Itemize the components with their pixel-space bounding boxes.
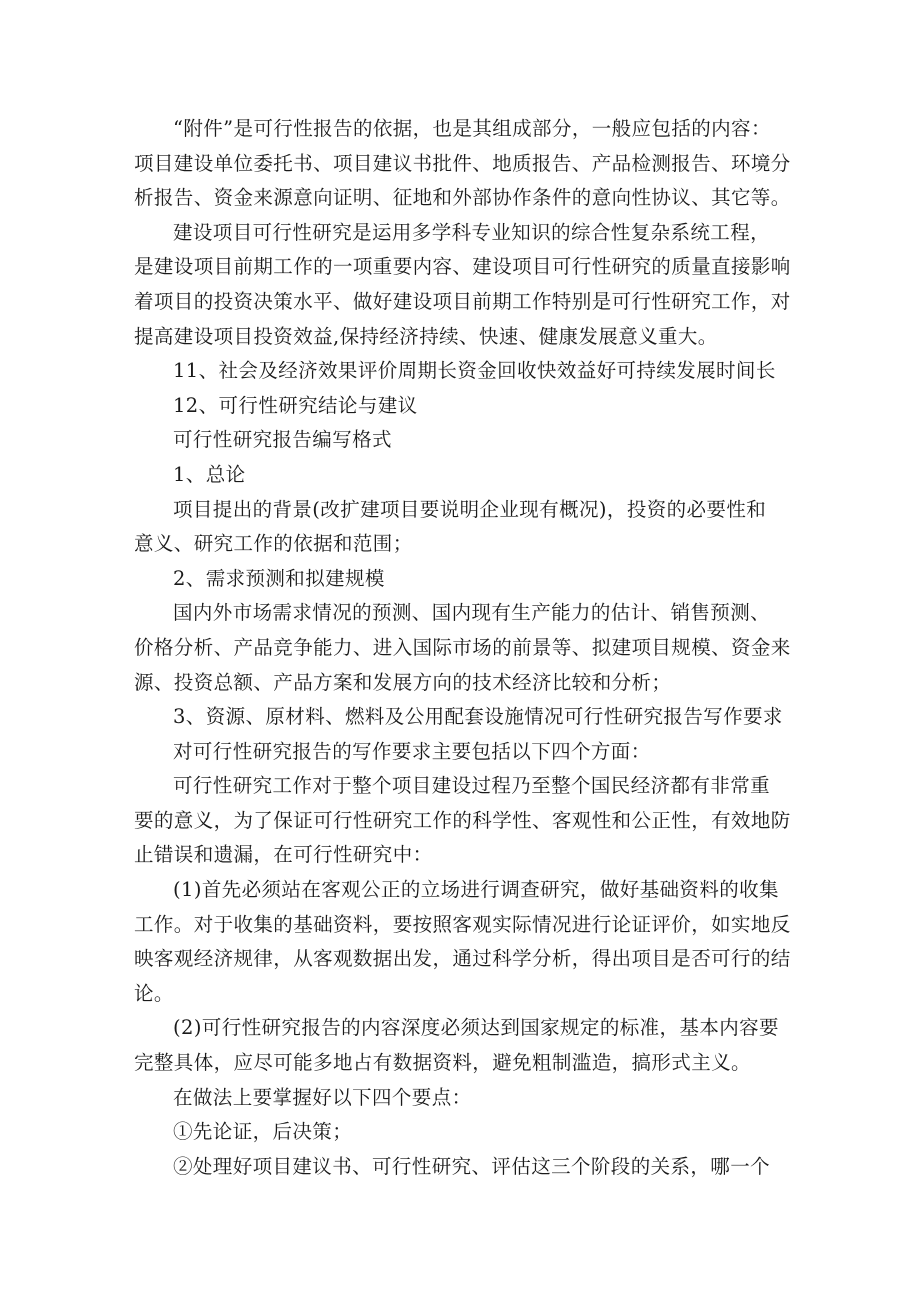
text-line: 1、总论 <box>173 462 246 486</box>
text-line: 析报告、资金来源意向证明、征地和外部协作条件的意向性协议、其它等。 <box>134 186 791 210</box>
paragraph-significance <box>134 216 794 354</box>
paragraph-requirements-intro <box>134 735 794 770</box>
text-line: ①先论证，后决策； <box>173 1120 353 1144</box>
paragraph-point-1 <box>134 873 794 1011</box>
paragraph-item-1-body <box>134 493 794 562</box>
text-line: 意义、研究工作的依据和范围； <box>134 532 413 556</box>
text-line: 着项目的投资决策水平、做好建设项目前期工作特别是可行性研究工作，对 <box>134 289 791 313</box>
text-line: 源、投资总额、产品方案和发展方向的技术经济比较和分析； <box>134 670 672 694</box>
paragraph-item-3 <box>134 700 794 735</box>
paragraph-item-1 <box>134 458 794 493</box>
text-line: 要的意义，为了保证可行性研究工作的科学性、客观性和公正性，有效地防 <box>134 808 791 832</box>
text-line: 项目建设单位委托书、项目建议书批件、地质报告、产品检测报告、环境分 <box>134 151 791 175</box>
text-line: 建设项目可行性研究是运用多学科专业知识的综合性复杂系统工程， <box>173 220 771 244</box>
text-line: ②处理好项目建议书、可行性研究、评估这三个阶段的关系，哪一个 <box>173 1154 771 1178</box>
text-line: 国内外市场需求情况的预测、国内现有生产能力的估计、销售预测、 <box>173 601 771 625</box>
paragraph-key-point-1 <box>134 1115 794 1150</box>
paragraph-key-point-2 <box>134 1150 794 1185</box>
paragraph-item-11 <box>134 354 794 389</box>
text-line: 论。 <box>134 981 174 1005</box>
text-line: 对可行性研究报告的写作要求主要包括以下四个方面： <box>173 739 651 763</box>
text-line: 2、需求预测和拟建规模 <box>173 566 385 590</box>
text-line: 可行性研究报告编写格式 <box>173 428 392 452</box>
document-body <box>134 112 794 1184</box>
paragraph-requirements-body <box>134 769 794 873</box>
text-line: 映客观经济规律，从客观数据出发，通过科学分析，得出项目是否可行的结 <box>134 947 791 971</box>
text-line: 项目提出的背景(改扩建项目要说明企业现有概况)，投资的必要性和 <box>173 497 767 521</box>
paragraph-attachments <box>134 112 794 216</box>
paragraph-format-heading <box>134 423 794 458</box>
text-line: 12、可行性研究结论与建议 <box>173 393 418 417</box>
paragraph-item-2-body <box>134 596 794 700</box>
text-line: 3、资源、原材料、燃料及公用配套设施情况可行性研究报告写作要求 <box>173 705 783 729</box>
paragraph-key-points-intro <box>134 1081 794 1116</box>
text-line: 提高建设项目投资效益,保持经济持续、快速、健康发展意义重大。 <box>134 324 718 348</box>
paragraph-item-2 <box>134 562 794 597</box>
paragraph-point-2 <box>134 1011 794 1080</box>
text-line: 工作。对于收集的基础资料，要按照客观实际情况进行论证评价，如实地反 <box>134 912 791 936</box>
text-line: 是建设项目前期工作的一项重要内容、建设项目可行性研究的质量直接影响 <box>134 255 791 279</box>
text-line: 价格分析、产品竞争能力、进入国际市场的前景等、拟建项目规模、资金来 <box>134 635 791 659</box>
paragraph-item-12 <box>134 389 794 424</box>
text-line: (2)可行性研究报告的内容深度必须达到国家规定的标准，基本内容要 <box>173 1016 779 1040</box>
text-line: “附件”是可行性报告的依据，也是其组成部分，一般应包括的内容： <box>173 117 771 140</box>
text-line: (1)首先必须站在客观公正的立场进行调查研究，做好基础资料的收集 <box>173 878 779 902</box>
text-line: 止错误和遗漏，在可行性研究中： <box>134 843 433 867</box>
text-line: 完整具体，应尽可能多地占有数据资料，避免粗制滥造，搞形式主义。 <box>134 1051 751 1075</box>
text-line: 在做法上要掌握好以下四个要点： <box>173 1085 472 1109</box>
text-line: 11、社会及经济效果评价周期长资金回收快效益好可持续发展时间长 <box>173 359 776 383</box>
text-line: 可行性研究工作对于整个项目建设过程乃至整个国民经济都有非常重 <box>173 774 771 798</box>
